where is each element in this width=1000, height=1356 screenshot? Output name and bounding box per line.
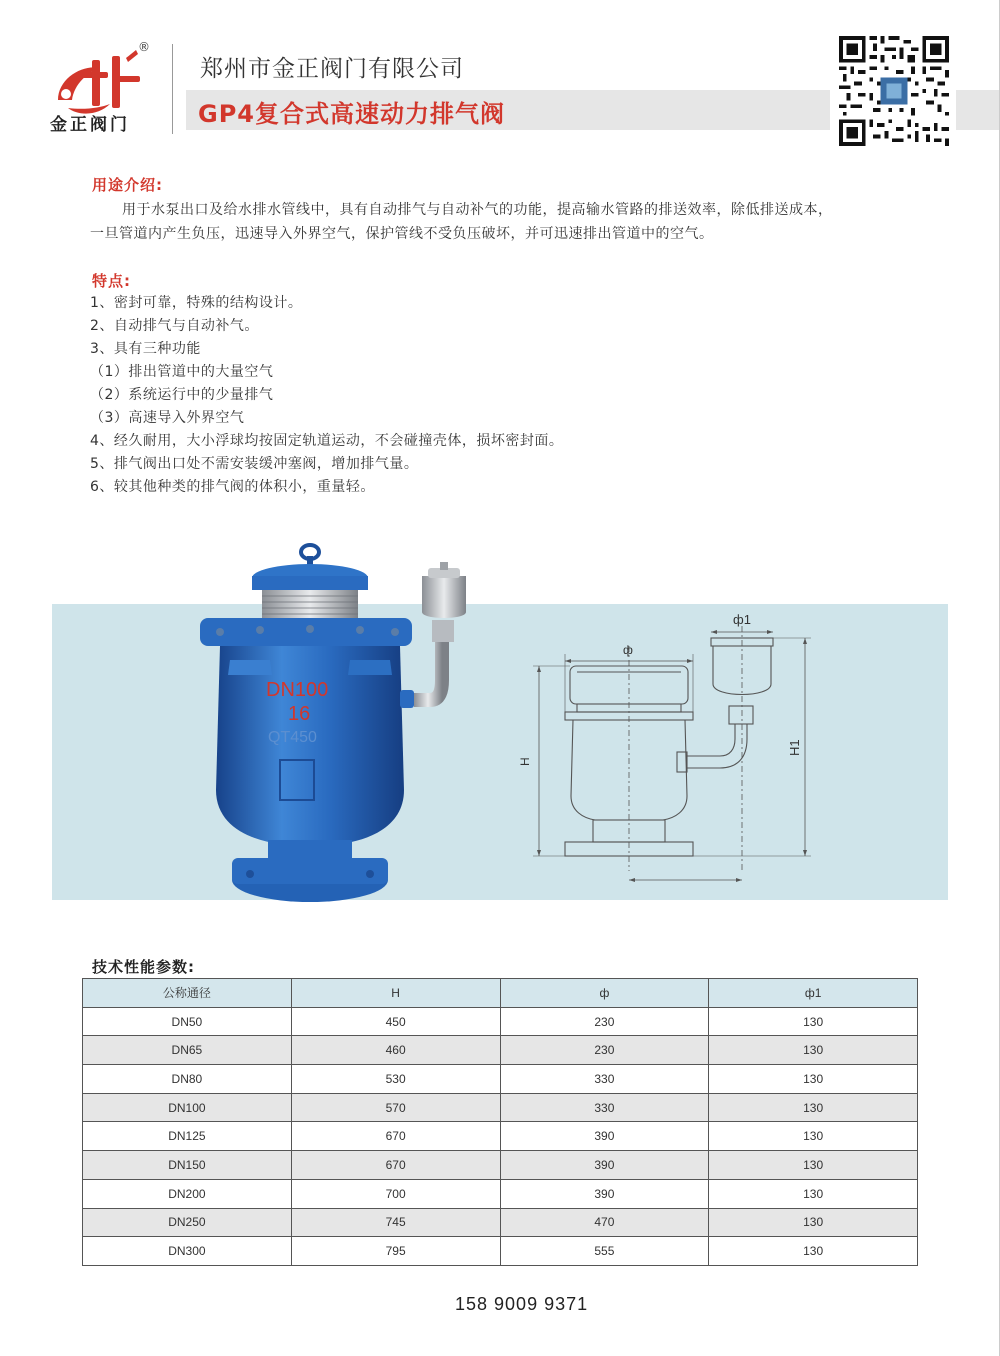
drawing-label-phi1: ф1: [733, 612, 751, 627]
feature-item: （2）系统运行中的少量排气: [90, 387, 274, 403]
table-cell: 555: [500, 1237, 709, 1266]
valve-photo: [190, 540, 470, 910]
valve-marking-material: QT450: [268, 729, 317, 746]
table-cell: 390: [500, 1151, 709, 1180]
table-cell: 670: [291, 1122, 500, 1151]
feature-item: 6、较其他种类的排气阀的体积小，重量轻。: [90, 479, 375, 495]
table-cell: 570: [291, 1093, 500, 1122]
table-cell: 330: [500, 1065, 709, 1094]
table-row: [83, 1179, 918, 1208]
table-cell: 130: [709, 1122, 918, 1151]
table-cell: DN100: [83, 1093, 292, 1122]
product-title: GP4复合式高速动力排气阀: [198, 100, 505, 128]
valve-marking-dn: DN100: [266, 679, 329, 701]
feature-item: 4、经久耐用，大小浮球均按固定轨道运动，不会碰撞壳体，损坏密封面。: [90, 433, 564, 449]
table-cell: 230: [500, 1007, 709, 1036]
table-cell: 670: [291, 1151, 500, 1180]
table-cell: DN250: [83, 1208, 292, 1237]
feature-item: （3）高速导入外界空气: [90, 410, 245, 426]
features-heading: 特点:: [92, 272, 131, 290]
feature-item: 2、自动排气与自动补气。: [90, 318, 259, 334]
table-row: [83, 1122, 918, 1151]
feature-item: （1）排出管道中的大量空气: [90, 364, 274, 380]
phone-number: 158 9009 9371: [455, 1294, 589, 1314]
table-cell: 130: [709, 1007, 918, 1036]
table-cell: DN300: [83, 1237, 292, 1266]
technical-drawing: [515, 606, 825, 896]
table-row: [83, 1093, 918, 1122]
table-cell: 530: [291, 1065, 500, 1094]
usage-line-2: 一旦管道内产生负压，迅速导入外界空气，保护管线不受负压破坏，并可迅速排出管道中的空气。: [90, 226, 714, 242]
table-cell: 450: [291, 1007, 500, 1036]
table-cell: 390: [500, 1179, 709, 1208]
feature-item: 3、具有三种功能: [90, 341, 201, 357]
valve-marking-pressure: 16: [288, 703, 311, 725]
column-header: ф1: [709, 979, 918, 1008]
table-cell: DN125: [83, 1122, 292, 1151]
logo-text: 金正阀门: [50, 115, 130, 135]
column-header: H: [291, 979, 500, 1008]
table-cell: 745: [291, 1208, 500, 1237]
table-cell: DN50: [83, 1007, 292, 1036]
table-cell: 130: [709, 1151, 918, 1180]
table-cell: 130: [709, 1237, 918, 1266]
table-header-row: [83, 979, 918, 1008]
table-cell: 130: [709, 1093, 918, 1122]
usage-paragraph: [90, 198, 920, 246]
table-cell: 130: [709, 1065, 918, 1094]
table-cell: 460: [291, 1036, 500, 1065]
table-cell: DN200: [83, 1179, 292, 1208]
table-cell: DN150: [83, 1151, 292, 1180]
usage-line-1: 用于水泵出口及给水排水管线中，具有自动排气与自动补气的功能，提高输水管路的排送效率，除低排送成本，: [122, 202, 833, 218]
company-name: 郑州市金正阀门有限公司: [200, 56, 464, 82]
table-cell: 795: [291, 1237, 500, 1266]
table-row: [83, 1007, 918, 1036]
table-cell: 330: [500, 1093, 709, 1122]
table-cell: 130: [709, 1036, 918, 1065]
table-row: [83, 1208, 918, 1237]
spec-table: [82, 978, 918, 1266]
drawing-label-h1: H1: [787, 739, 802, 756]
title-band-end: [956, 90, 1000, 130]
drawing-label-phi: ф: [623, 643, 633, 657]
column-header: ф: [500, 979, 709, 1008]
table-cell: 390: [500, 1122, 709, 1151]
table-cell: 230: [500, 1036, 709, 1065]
table-cell: DN65: [83, 1036, 292, 1065]
table-cell: DN80: [83, 1065, 292, 1094]
table-cell: 130: [709, 1208, 918, 1237]
feature-item: 1、密封可靠，特殊的结构设计。: [90, 295, 303, 311]
table-row: [83, 1151, 918, 1180]
usage-heading: 用途介绍:: [92, 176, 163, 194]
registered-mark: ®: [138, 40, 150, 54]
drawing-label-h: H: [518, 757, 532, 766]
table-cell: 130: [709, 1179, 918, 1208]
table-cell: 470: [500, 1208, 709, 1237]
qr-code: [836, 36, 952, 146]
table-row: [83, 1237, 918, 1266]
table-cell: 700: [291, 1179, 500, 1208]
feature-item: 5、排气阀出口处不需安装缓冲塞阀，增加排气量。: [90, 456, 419, 472]
table-row: [83, 1036, 918, 1065]
column-header: 公称通径: [83, 979, 292, 1008]
table-heading: 技术性能参数:: [92, 958, 195, 976]
features-list: [90, 292, 563, 499]
table-row: [83, 1065, 918, 1094]
header-divider: [172, 44, 173, 134]
